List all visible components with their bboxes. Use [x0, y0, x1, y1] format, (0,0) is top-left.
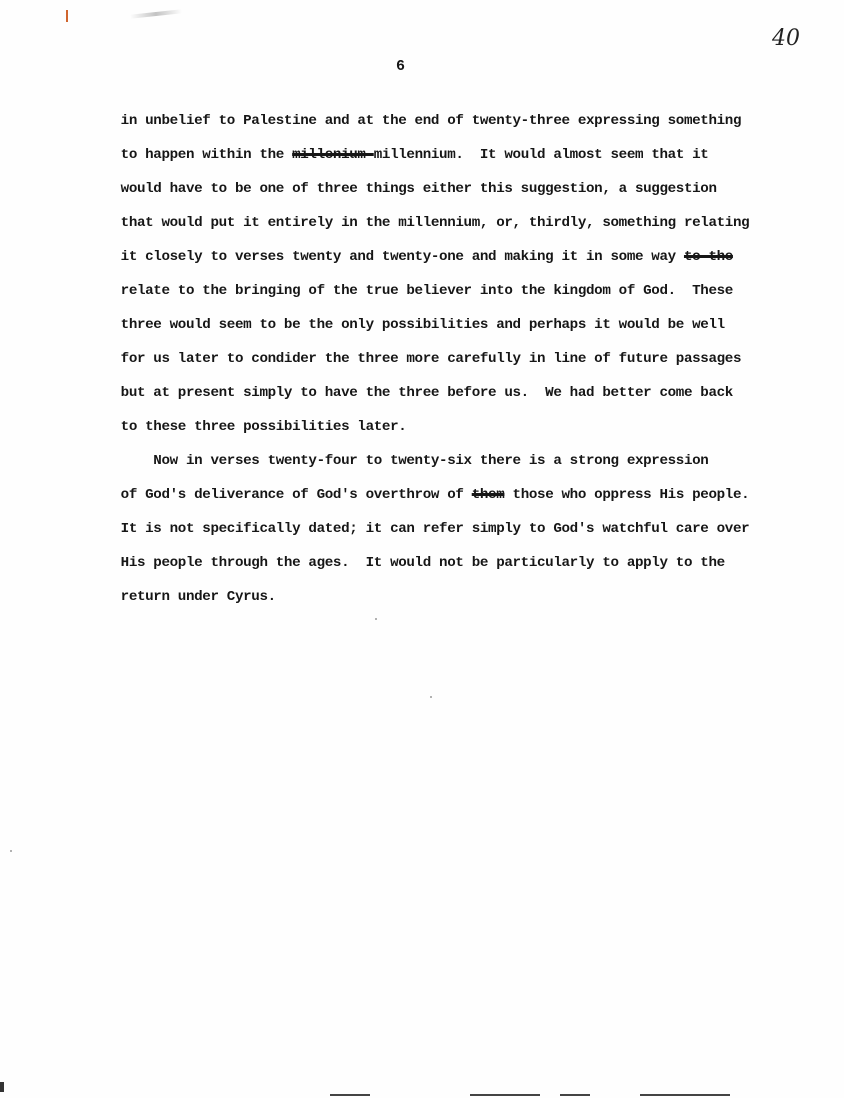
paper-speck [430, 696, 432, 698]
line-text: relate to the bringing of the true believer into the kingdom of God. These [120, 283, 733, 299]
typed-page-number: 6 [396, 58, 406, 75]
line-text: that would put it entirely in the millennium, or, thirdly, something relating [120, 215, 750, 231]
line-text: to happen within the [120, 147, 293, 163]
line-text: it closely to verses twenty and twenty-one and making it in some way [120, 249, 684, 265]
line-text: but at present simply to have the three before us. We had better come back [120, 385, 733, 401]
bottom-edge-mark [330, 1094, 370, 1096]
margin-mark [66, 10, 68, 22]
line-text: would have to be one of three things either this suggestion, a suggestion [120, 181, 717, 197]
line-text: of God's deliverance of God's overthrow of [120, 487, 472, 503]
bottom-edge-mark [560, 1094, 590, 1096]
struck-text: millenium [292, 147, 374, 163]
line-text: to these three possibilities later. [120, 419, 407, 435]
paper-speck [375, 618, 377, 620]
line-text: It is not specifically dated; it can refer simply to God's watchful care over [120, 521, 750, 537]
line-text: for us later to condider the three more carefully in line of future passages [120, 351, 742, 367]
paper-speck [10, 850, 12, 852]
bottom-edge-mark [640, 1094, 730, 1096]
handwritten-page-number: 40 [772, 26, 800, 51]
line-text: millennium. It would almost seem that it [373, 147, 709, 163]
text-line-15 [88, 570, 276, 624]
struck-text: them [471, 487, 505, 503]
paper-smudge [130, 9, 182, 18]
line-text: three would seem to be the only possibilities and perhaps it would be well [120, 317, 725, 333]
struck-text: to the [683, 249, 733, 265]
line-text: those who oppress His people. [504, 487, 750, 503]
edge-mark [0, 1082, 4, 1092]
bottom-edge-mark [470, 1094, 540, 1096]
line-text: His people through the ages. It would not be particularly to apply to the [120, 555, 725, 571]
line-text: in unbelief to Palestine and at the end of twenty-three expressing something [120, 113, 742, 129]
line-text: Now in verses twenty-four to twenty-six there is a strong expression [120, 453, 709, 469]
line-text: return under Cyrus. [120, 589, 276, 605]
